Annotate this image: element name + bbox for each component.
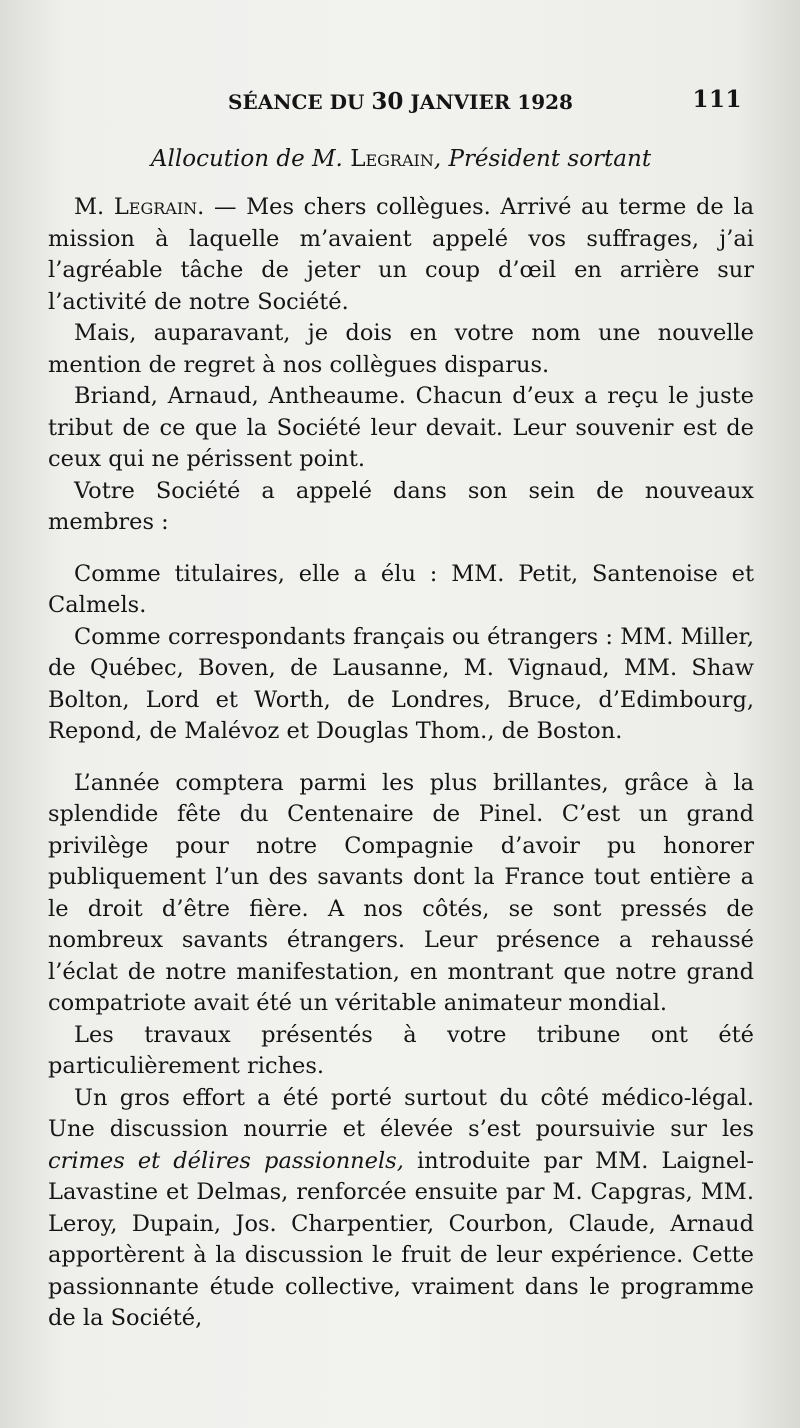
paragraph-1-text: — Mes chers collègues. Arrivé au terme de la mission à laquelle m’avaient appelé vos suffrages, j’ai l’agréable tâche de jeter un coup d’œil en arrière sur l’activité de notre Société.	[48, 194, 754, 315]
paragraph-9	[48, 1083, 754, 1335]
body-text	[48, 192, 754, 1335]
paragraph-1	[48, 192, 754, 318]
section-title-name: Legrain	[350, 146, 434, 172]
section-title	[48, 144, 754, 174]
page-number: 111	[692, 86, 742, 113]
running-title-prefix: SÉANCE DU	[228, 90, 372, 114]
paragraph-5: Comme titulaires, elle a élu : MM. Petit, Santenoise et Calmels.	[48, 560, 754, 618]
paragraph-2: Mais, auparavant, je dois en votre nom une nouvelle mention de regret à nos collègues disparus.	[48, 320, 754, 378]
section-title-part1: Allocution de M.	[150, 146, 351, 172]
running-title-suffix: JANVIER 1928	[403, 90, 573, 114]
running-title	[228, 88, 573, 115]
paragraph-9-end: introduite par MM. Laignel-Lavastine et Delmas, renforcée ensuite par M. Capgras, MM. Leroy, Dupain, Jos. Charpentier, Courbon, Claude, Arnaud apportèrent à la discussion le fruit de leur expérience. Cette passionnante étude collective, vraiment dans le programme de la Société,	[48, 1147, 754, 1331]
paragraph-9-italic: crimes et délires passionnels,	[48, 1147, 404, 1174]
paragraph-4: Votre Société a appelé dans son sein de nouveaux membres :	[48, 477, 754, 535]
paragraph-3: Briand, Arnaud, Antheaume. Chacun d’eux a reçu le juste tribut de ce que la Société leur devait. Leur souvenir est de ceux qui ne périssent point.	[48, 383, 754, 472]
running-title-date: 30	[371, 88, 404, 115]
paragraph-8: Les travaux présentés à votre tribune ont été particulièrement riches.	[48, 1021, 754, 1079]
speaker-name: M. Legrain.	[74, 194, 205, 220]
paragraph-7: L’année comptera parmi les plus brillantes, grâce à la splendide fête du Centenaire de Pinel. C’est un grand privilège pour notre Compagnie d’avoir pu honorer publiquement l’un des savants dont la France tout entière a le droit d’être fière. A nos côtés, se sont pressés de nombreux savants étrangers. Leur présence a rehaussé l’éclat de notre manifestation, en montrant que notre grand compatriote avait été un véritable animateur mondial.	[48, 769, 754, 1016]
section-title-part2: , Président sortant	[433, 146, 652, 172]
paragraph-9-start: Un gros effort a été porté surtout du côté médico-légal. Une discussion nourrie et élevée s’est poursuivie sur les	[48, 1084, 754, 1142]
paragraph-6: Comme correspondants français ou étrangers : MM. Miller, de Québec, Boven, de Lausanne, M. Vignaud, MM. Shaw Bolton, Lord et Worth, de Londres, Bruce, d’Edimbourg, Repond, de Malévoz et Douglas Thom., de Boston.	[48, 623, 754, 744]
